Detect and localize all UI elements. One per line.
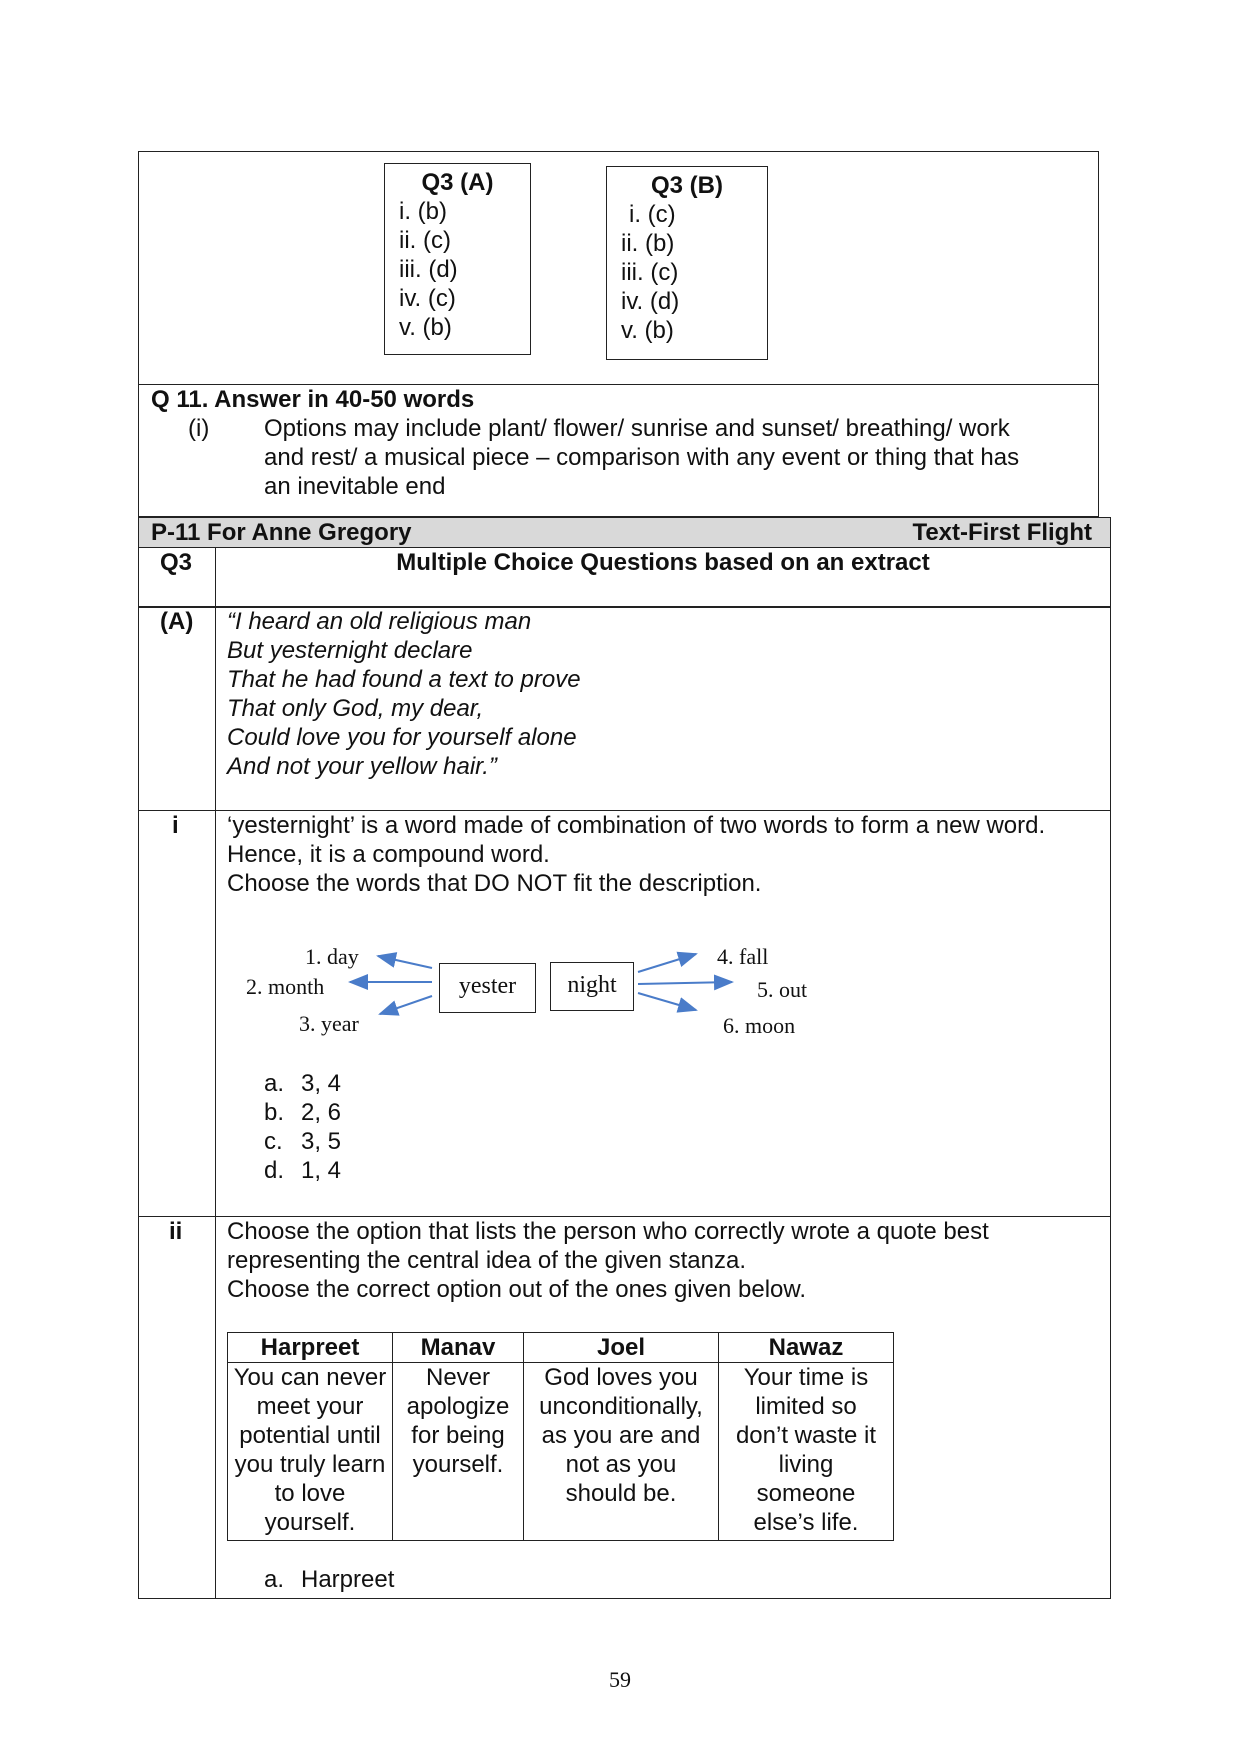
answer-key-item: i. (b) <box>399 198 447 225</box>
page-number: 59 <box>609 1667 631 1692</box>
answer-key-item: iii. (c) <box>621 259 679 286</box>
arrow-to-moon <box>638 993 696 1010</box>
q11-answer-line: Options may include plant/ flower/ sunrise and sunset/ breathing/ work <box>264 415 1010 442</box>
answer-key-item: v. (b) <box>621 317 674 344</box>
quote-header-harpreet: Harpreet <box>228 1333 393 1363</box>
answer-key-item: i. (c) <box>629 201 676 228</box>
option-letter: b. <box>264 1099 285 1126</box>
option-letter: a. <box>264 1566 285 1593</box>
quote-line: living <box>778 1451 834 1478</box>
extract-line: “I heard an old religious man <box>227 608 532 635</box>
section-title: P-11 For Anne Gregory <box>151 519 412 546</box>
quote-line: meet your <box>256 1393 364 1420</box>
quote-header-joel: Joel <box>524 1333 719 1363</box>
extract-line: That he had found a text to prove <box>227 666 581 693</box>
quote-line: God loves you <box>544 1364 698 1391</box>
answer-key-item: v. (b) <box>399 314 452 341</box>
quote-line: unconditionally, <box>539 1393 703 1420</box>
quote-line: limited so <box>755 1393 857 1420</box>
extract-line: That only God, my dear, <box>227 695 484 722</box>
quote-line: you truly learn <box>234 1451 386 1478</box>
question-ii-line: Choose the option that lists the person who correctly wrote a quote best <box>227 1218 989 1245</box>
answer-key-q3a-title: Q3 (A) <box>421 169 494 196</box>
quote-line: potential until <box>239 1422 381 1449</box>
arrow-to-year <box>380 996 432 1014</box>
option-text: 2, 6 <box>301 1099 342 1126</box>
quote-line: should be. <box>565 1480 677 1507</box>
quote-line: Never <box>425 1364 491 1391</box>
question-ii-label: ii <box>169 1218 183 1245</box>
quote-line: someone <box>756 1480 856 1507</box>
answer-key-item: iv. (c) <box>399 285 456 312</box>
option-letter: a. <box>264 1070 285 1097</box>
q3-heading: Multiple Choice Questions based on an extract <box>396 549 930 576</box>
quote-cell-harpreet <box>228 1363 393 1541</box>
arrow-to-out <box>638 982 732 984</box>
diagram-option-out: 5. out <box>757 977 808 1002</box>
option-i-a <box>264 1069 342 1098</box>
question-i-line: Choose the words that DO NOT fit the description. <box>227 870 762 897</box>
quote-line: not as you <box>565 1451 677 1478</box>
answer-key-q3b-title: Q3 (B) <box>651 172 723 199</box>
option-i-d <box>264 1156 342 1185</box>
answer-key-item: iii. (d) <box>399 256 458 283</box>
q11-number: (i) <box>188 415 210 442</box>
quote-line: don’t waste it <box>735 1422 877 1449</box>
q11-heading: Q 11. Answer in 40-50 words <box>151 386 475 413</box>
option-text: 3, 4 <box>301 1070 342 1097</box>
answer-key-item: ii. (b) <box>621 230 675 257</box>
option-text: Harpreet <box>301 1566 395 1593</box>
option-text: 3, 5 <box>301 1128 342 1155</box>
quote-line: for being <box>411 1422 505 1449</box>
quote-cell-manav <box>393 1363 524 1541</box>
question-i-label: i <box>172 812 179 839</box>
quote-cell-joel <box>524 1363 719 1541</box>
diagram-option-day: 1. day <box>305 944 359 969</box>
question-i-line: ‘yesternight’ is a word made of combination of two words to form a new word. <box>227 812 1046 839</box>
option-i-c <box>264 1127 342 1156</box>
extract-line: And not your yellow hair.” <box>227 753 497 780</box>
quote-line: as you are and <box>541 1422 701 1449</box>
quote-cell-nawaz <box>719 1363 894 1541</box>
quote-table-row <box>228 1363 894 1541</box>
word-box-yester: yester <box>439 963 536 1013</box>
quote-line: apologize <box>406 1393 510 1420</box>
diagram-option-year: 3. year <box>299 1011 359 1036</box>
diagram-option-month: 2. month <box>246 974 325 999</box>
option-text: 1, 4 <box>301 1157 342 1184</box>
option-i-b <box>264 1098 342 1127</box>
quote-line: Your time is <box>743 1364 869 1391</box>
quote-line: to love <box>274 1480 346 1507</box>
quote-header-manav: Manav <box>393 1333 524 1363</box>
section-source: Text-First Flight <box>912 519 1092 546</box>
extract-label: (A) <box>160 608 194 635</box>
quote-line: else’s life. <box>753 1509 859 1536</box>
q11-answer-line: an inevitable end <box>264 473 446 500</box>
question-i-line: Hence, it is a compound word. <box>227 841 550 868</box>
q3-label: Q3 <box>160 549 193 576</box>
quote-table-header <box>228 1333 894 1363</box>
diagram-option-moon: 6. moon <box>723 1013 796 1038</box>
option-letter: c. <box>264 1128 283 1155</box>
quote-line: yourself. <box>412 1451 504 1478</box>
arrow-to-day <box>378 956 432 968</box>
answer-key-item: iv. (d) <box>621 288 680 315</box>
extract-line: Could love you for yourself alone <box>227 724 577 751</box>
answer-key-item: ii. (c) <box>399 227 451 254</box>
q11-answer-line: and rest/ a musical piece – comparison with any event or thing that has <box>264 444 1020 471</box>
extract-line: But yesternight declare <box>227 637 473 664</box>
option-letter: d. <box>264 1157 285 1184</box>
diagram-option-fall: 4. fall <box>717 944 769 969</box>
question-ii-line: Choose the correct option out of the ones given below. <box>227 1276 807 1303</box>
arrow-to-fall <box>638 954 696 972</box>
quote-header-nawaz: Nawaz <box>719 1333 894 1363</box>
quote-table <box>227 1332 894 1541</box>
question-ii-line: representing the central idea of the given stanza. <box>227 1247 746 1274</box>
option-ii-a <box>264 1565 395 1594</box>
quote-line: yourself. <box>264 1509 356 1536</box>
word-box-night: night <box>550 962 634 1011</box>
quote-line: You can never <box>233 1364 387 1391</box>
